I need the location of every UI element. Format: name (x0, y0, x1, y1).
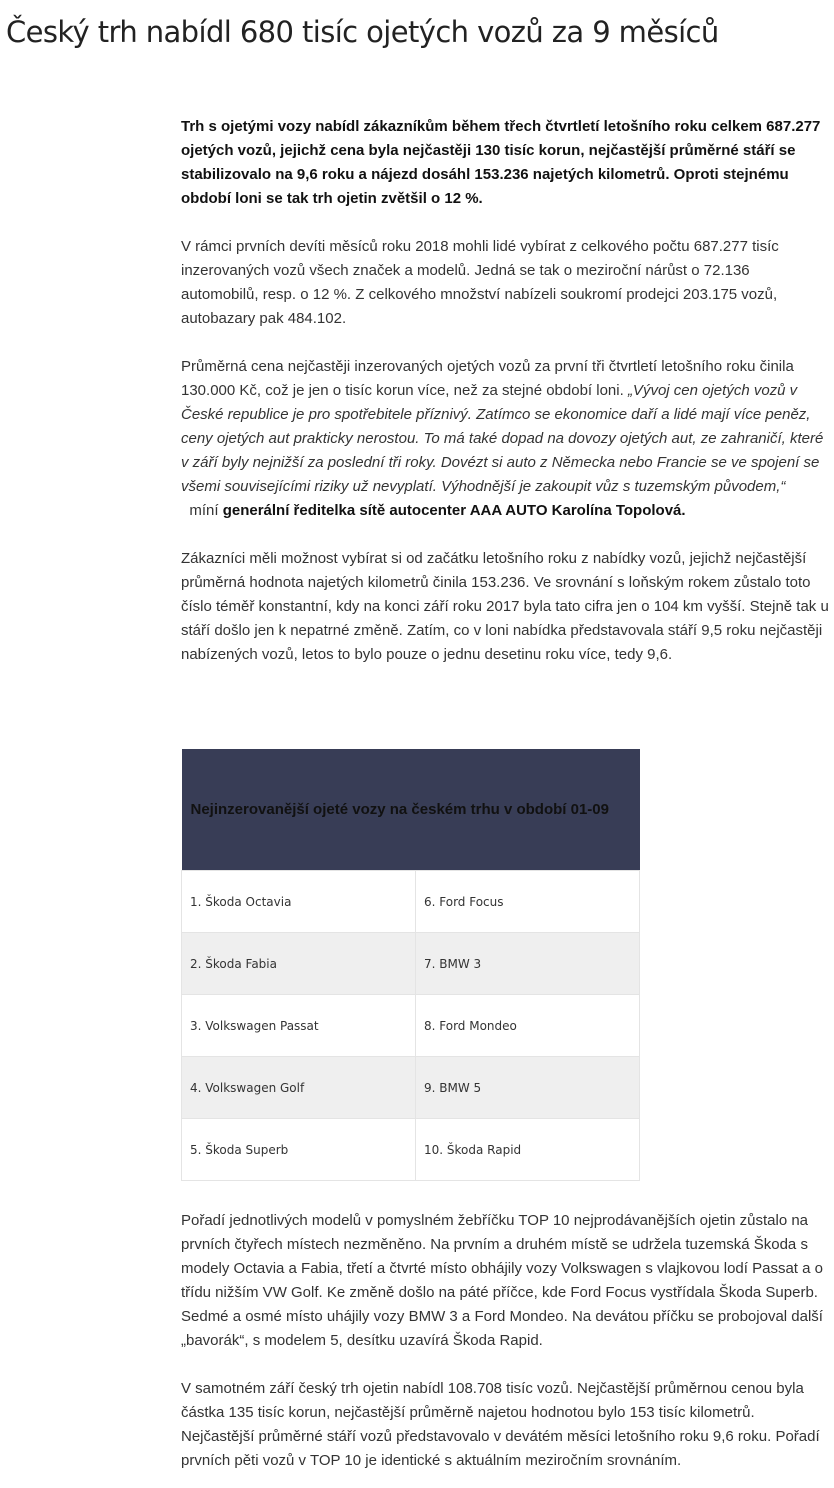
ceo-quote: „Vývoj cen ojetých vozů v České republice je pro spotřebitele příznivý. Zatímco se ekonomice daří a lidé mají více peněz, ceny ojetých aut prakticky nerostou. To má také dopad na dovozy ojetých aut, ze zahraničí, které v září byly nejnižší za poslední tři roky. Dovézt si auto z Německa nebo Francie se ve spojení se všemi souvisejícími riziky už nevyplatí. Výhodnější je zakoupit vůz s tuzemským původem,“ (181, 382, 824, 495)
table-cell: 8. Ford Mondeo (416, 995, 640, 1057)
paragraph-listings-total: V rámci prvních devíti měsíců roku 2018 mohli lidé vybírat z celkového počtu 687.277 tisíc inzerovaných vozů všech značek a modelů. Jedná se tak o meziroční nárůst o 72.136 automobilů, resp. o 12 %. Z celkového množství nabízeli soukromí prodejci 203.175 vozů, autobazary pak 484.102. (181, 238, 779, 327)
table-cell: 6. Ford Focus (416, 871, 640, 933)
quote-attribution: generální ředitelka sítě autocenter AAA AUTO Karolína Topolová. (222, 502, 686, 519)
paragraph-september: V samotném září český trh ojetin nabídl 108.708 tisíc vozů. Nejčastější průměrnou cenou byla částka 135 tisíc korun, nejčastější průměrně najetou hodnotou bylo 153 tisíc kilometrů. Nejčastější průměrné stáří vozů představovalo v devátém měsíci letošního roku 9,6 roku. Pořadí prvních pěti vozů v TOP 10 je identické s aktuálním meziročním srovnáním. (181, 1380, 820, 1469)
article-headline: Český trh nabídl 680 tisíc ojetých vozů za 9 měsíců (6, 15, 719, 49)
table-cell: 10. Škoda Rapid (416, 1119, 640, 1181)
table-cell: 7. BMW 3 (416, 933, 640, 995)
table-cell: 5. Škoda Superb (182, 1119, 416, 1181)
table-row (182, 995, 640, 1057)
table-cell: 2. Škoda Fabia (182, 933, 416, 995)
table-row (182, 1057, 640, 1119)
paragraph-ranking: Pořadí jednotlivých modelů v pomyslném žebříčku TOP 10 nejprodávanějších ojetin zůstalo na prvních čtyřech místech nezměněno. Na prvním a druhém místě se udržela tuzemská Škoda s modely Octavia a Fabia, třetí a čtvrté místo obhájily vozy Volkswagen s vlajkovou lodí Passat a o třídu nižším VW Golf. Ke změně došlo na páté příčce, kde Ford Focus vystřídala Škoda Superb. Sedmé a osmé místo uhájily vozy BMW 3 a Ford Mondeo. Na devátou příčku se probojoval další „bavorák“, s modelem 5, desítku uzavírá Škoda Rapid. (181, 1212, 823, 1349)
article-body-continued (181, 1209, 829, 1473)
table-cell: 1. Škoda Octavia (182, 871, 416, 933)
price-text: Průměrná cena nejčastěji inzerovaných ojetých vozů za první tři čtvrtletí letošního roku činila 130.000 Kč, což je jen o tisíc korun více, než za stejné období loni. (181, 358, 794, 399)
article-lead: Trh s ojetými vozy nabídl zákazníkům během třech čtvrtletí letošního roku celkem 687.277 ojetých vozů, jejichž cena byla nejčastěji 130 tisíc korun, nejčastější průměrné stáří se stabilizovalo na 9,6 roku a nájezd dosáhl 153.236 najetých kilometrů. Oproti stejnému období loni se tak trh ojetin zvětšil o 12 %. (181, 118, 821, 207)
paragraph-mileage: Zákazníci měli možnost vybírat si od začátku letošního roku z nabídky vozů, jejichž nejčastější průměrná hodnota najetých kilometrů činila 153.236. Ve srovnání s loňským rokem zůstalo toto číslo téměř konstantní, kdy na konci září roku 2017 byla tato cifra jen o 104 km vyšší. Stejně tak u stáří došlo jen k nepatrné změně. Zatím, co v loni nabídka představovala stáří 9,5 roku nejčastěji nabízených vozů, letos to bylo pouze o jednu desetinu roku více, tedy 9,6. (181, 550, 829, 663)
table-row (182, 933, 640, 995)
attribution-verb: míní (181, 502, 223, 519)
table-row (182, 1119, 640, 1181)
table-title: Nejinzerovanější ojeté vozy na českém trhu v období 01-09 (182, 749, 640, 871)
article-body (181, 115, 829, 667)
top10-cars-table (181, 749, 640, 1181)
table-cell: 3. Volkswagen Passat (182, 995, 416, 1057)
paragraph-prices (181, 355, 829, 523)
table-cell: 4. Volkswagen Golf (182, 1057, 416, 1119)
table-cell: 9. BMW 5 (416, 1057, 640, 1119)
table-row (182, 871, 640, 933)
